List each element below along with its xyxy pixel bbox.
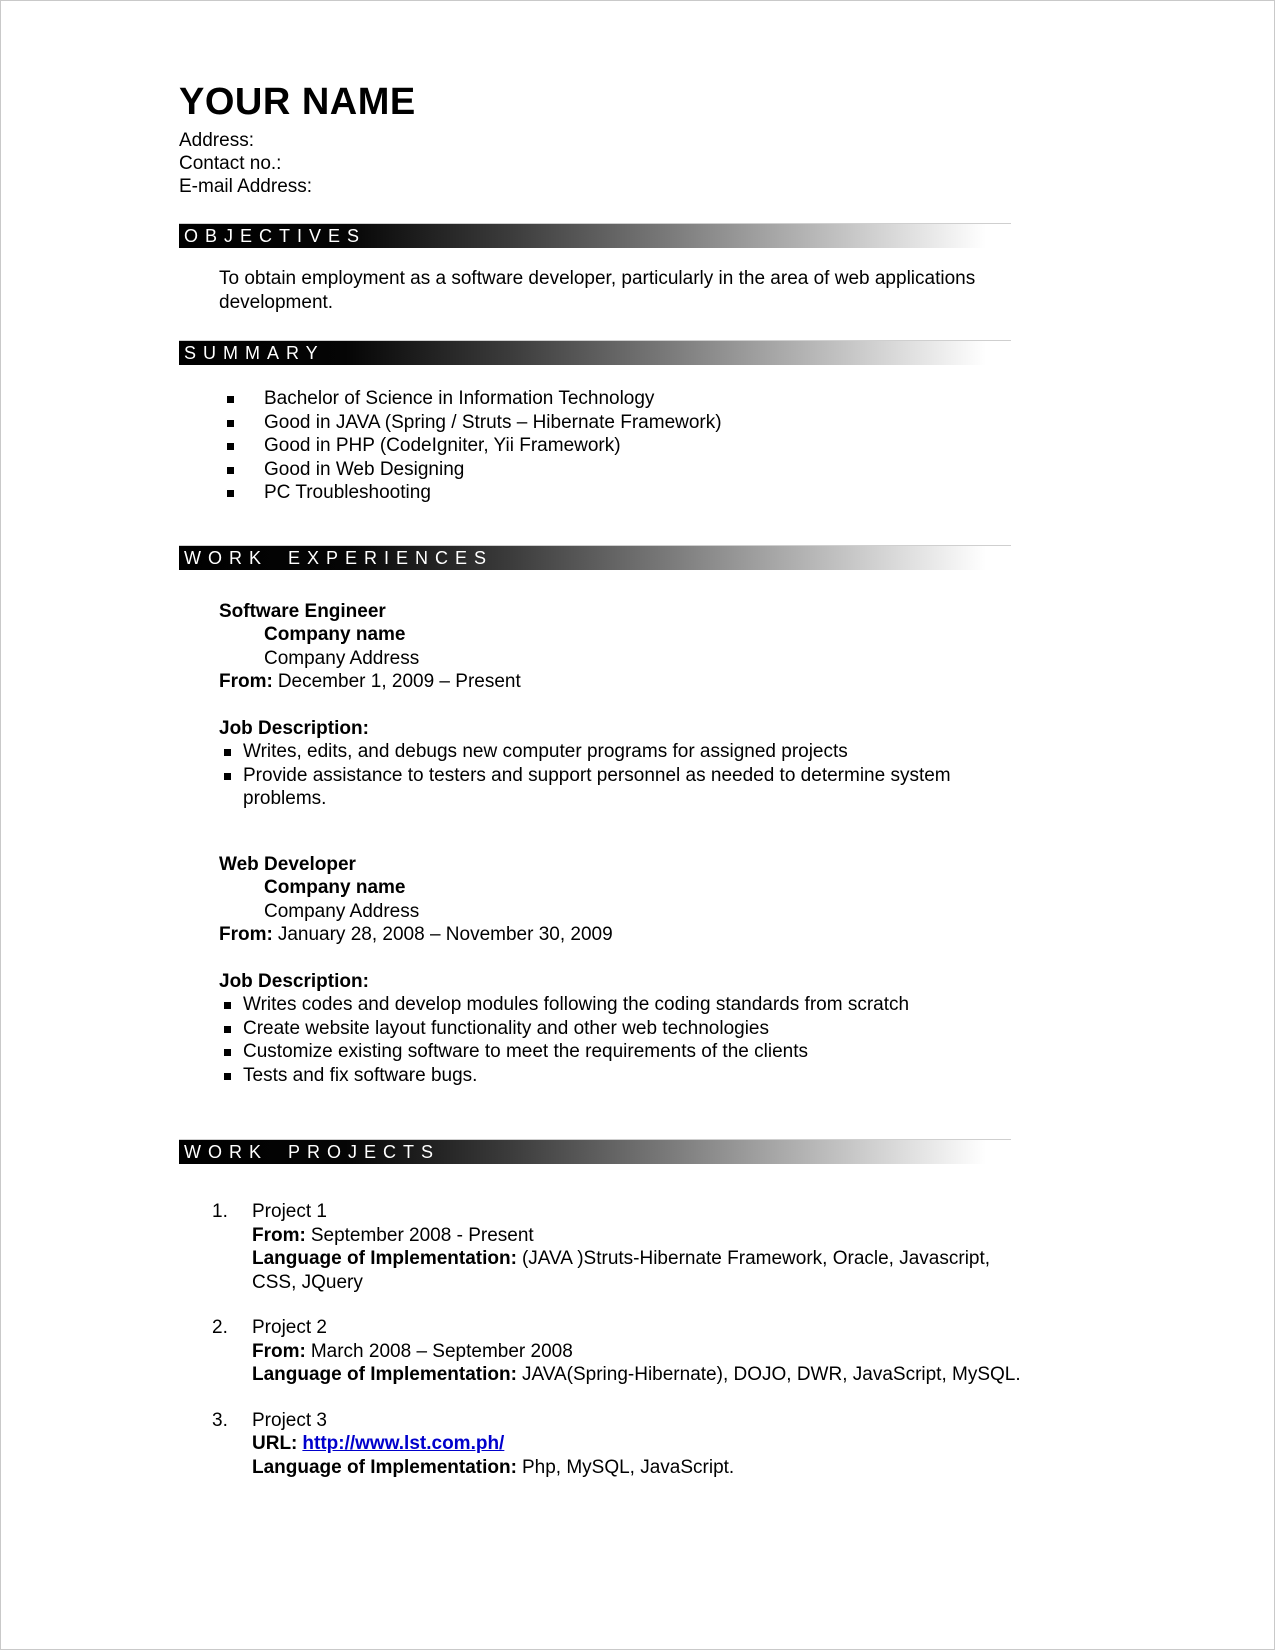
section-header-work-experiences: WORK EXPERIENCES [179, 545, 1011, 570]
language-label: Language of Implementation: [252, 1364, 517, 1385]
language-value: Php, MySQL, JavaScript. [521, 1456, 735, 1478]
project-url-link[interactable]: http://www.lst.com.ph/ [302, 1433, 505, 1454]
summary-item-text: Bachelor of Science in Information Technology [264, 388, 655, 409]
list-item [179, 434, 1189, 458]
company-address: Company Address [264, 647, 420, 669]
bullet-square-icon [227, 396, 234, 403]
language-value: (JAVA )Struts-Hibernate Framework, Oracle, Javascript, CSS, JQuery [252, 1248, 991, 1293]
list-item [219, 1064, 1189, 1088]
duty-text: Tests and fix software bugs. [243, 1064, 478, 1086]
bullet-square-icon [227, 443, 234, 450]
section-header-objectives: OBJECTIVES [179, 223, 1011, 248]
project-number: 1. [212, 1201, 228, 1222]
email-label: E-mail Address: [179, 176, 313, 197]
language-value: JAVA(Spring-Hibernate), DOJO, DWR, JavaScript, MySQL. [521, 1364, 1021, 1385]
duty-text: Writes codes and develop modules following the coding standards from scratch [243, 994, 910, 1015]
project-body [252, 1409, 734, 1480]
page-title: YOUR NAME [179, 81, 416, 123]
list-item [179, 387, 1189, 411]
list-item [219, 1040, 1189, 1064]
project-title: Project 1 [252, 1201, 327, 1222]
duty-text: Writes, edits, and debugs new computer programs for assigned projects [243, 741, 848, 762]
project-entry [179, 1409, 1189, 1480]
bullet-square-icon [224, 1026, 231, 1033]
contact-label: Contact no.: [179, 153, 282, 174]
company-address: Company Address [264, 900, 420, 922]
duty-text: Provide assistance to testers and support personnel as needed to determine system problems. [243, 764, 951, 809]
list-item [219, 764, 1189, 811]
objectives-text: To obtain employment as a software developer, particularly in the area of web applications development. [219, 268, 976, 313]
project-language-line [252, 1363, 1021, 1387]
bullet-square-icon [224, 749, 231, 756]
job-title: Web Developer [219, 853, 356, 875]
bullet-square-icon [224, 1073, 231, 1080]
project-body [252, 1200, 1034, 1294]
project-title: Project 2 [252, 1317, 327, 1338]
section-header-work-projects: WORK PROJECTS [179, 1139, 1011, 1164]
job-entry [219, 600, 1189, 811]
list-item [179, 411, 1189, 435]
project-from-line [252, 1340, 1021, 1364]
list-item [179, 458, 1189, 482]
resume-content [1, 1, 1274, 1479]
bullet-square-icon [224, 773, 231, 780]
summary-item-text: Good in PHP (CodeIgniter, Yii Framework) [264, 435, 621, 456]
from-label: From: [219, 671, 273, 692]
from-value: January 28, 2008 – November 30, 2009 [277, 924, 613, 945]
project-number: 2. [212, 1317, 228, 1338]
language-label: Language of Implementation: [252, 1248, 517, 1269]
project-title: Project 3 [252, 1409, 327, 1431]
project-body [252, 1316, 1021, 1387]
project-from-line [252, 1224, 1034, 1248]
project-url-line [252, 1432, 734, 1456]
list-item [219, 1017, 1189, 1041]
from-value: September 2008 - Present [310, 1224, 534, 1246]
section-header-summary: SUMMARY [179, 340, 1011, 365]
duty-text: Create website layout functionality and other web technologies [243, 1017, 769, 1039]
company-name: Company name [264, 877, 406, 898]
url-label: URL: [252, 1433, 298, 1454]
job-title: Software Engineer [219, 600, 386, 622]
list-item [219, 993, 1189, 1017]
summary-item-text: PC Troubleshooting [264, 482, 431, 503]
job-description-label: Job Description: [219, 717, 369, 739]
bullet-square-icon [227, 467, 234, 474]
from-label: From: [252, 1224, 306, 1246]
from-label: From: [252, 1340, 306, 1362]
project-language-line [252, 1456, 734, 1480]
list-item [179, 481, 1189, 505]
duty-text: Customize existing software to meet the requirements of the clients [243, 1041, 808, 1062]
project-entry [179, 1200, 1189, 1294]
job-description-label: Job Description: [219, 970, 369, 992]
bullet-square-icon [227, 490, 234, 497]
summary-list [179, 387, 1189, 505]
project-language-line [252, 1247, 1034, 1294]
summary-item-text: Good in Web Designing [264, 458, 465, 480]
bullet-square-icon [224, 1002, 231, 1009]
address-label: Address: [179, 130, 254, 151]
company-name: Company name [264, 624, 406, 645]
language-label: Language of Implementation: [252, 1456, 517, 1478]
project-number: 3. [212, 1409, 228, 1431]
job-from-line [219, 670, 1189, 694]
from-value: March 2008 – September 2008 [310, 1340, 573, 1362]
bullet-square-icon [227, 420, 234, 427]
bullet-square-icon [224, 1049, 231, 1056]
job-from-line [219, 923, 1189, 947]
from-label: From: [219, 924, 273, 945]
from-value: December 1, 2009 – Present [277, 671, 521, 692]
summary-item-text: Good in JAVA (Spring / Struts – Hibernate Framework) [264, 411, 722, 433]
job-duties-list [219, 993, 1189, 1087]
project-entry [179, 1316, 1189, 1387]
job-duties-list [219, 740, 1189, 811]
list-item [219, 740, 1189, 764]
job-entry [219, 853, 1189, 1088]
